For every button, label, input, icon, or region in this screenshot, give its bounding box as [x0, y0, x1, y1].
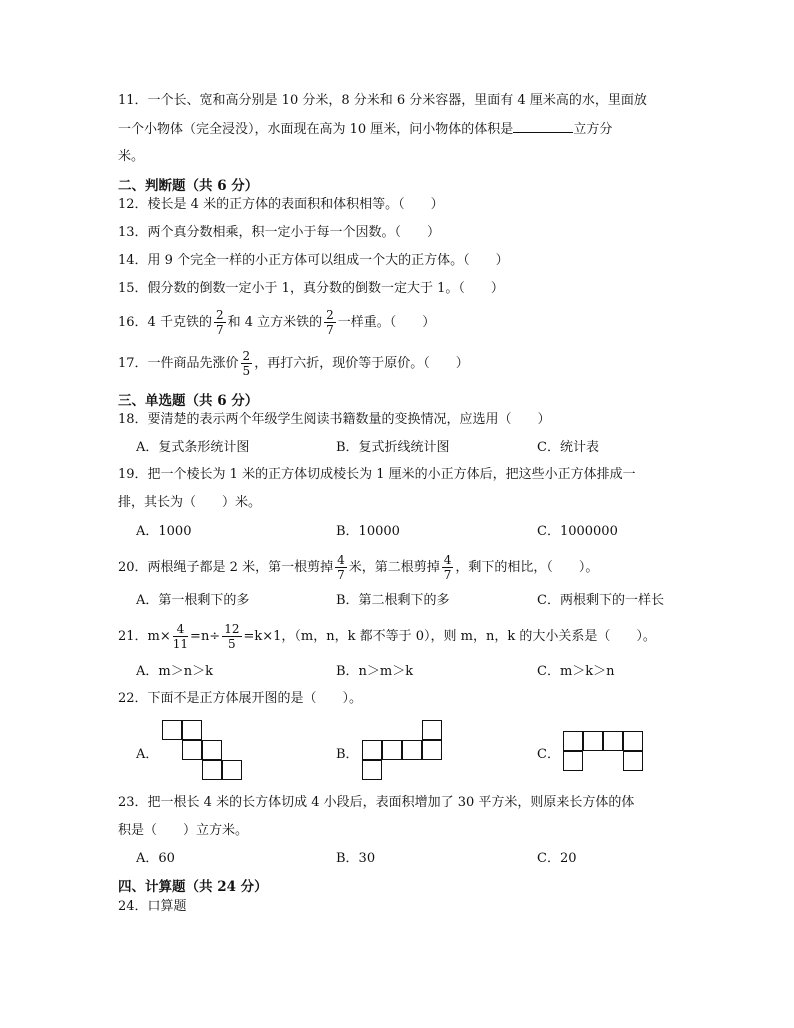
net-square — [222, 760, 242, 780]
fraction-numerator: 2 — [242, 349, 251, 363]
q22-option-b-label[interactable]: B． — [336, 747, 359, 762]
section-heading-judgement: 二、判断题（共 6 分） — [118, 178, 259, 194]
q19-option-a[interactable]: A．1000 — [136, 524, 192, 539]
q21-part2: =n÷ — [190, 629, 221, 644]
q16 — [118, 306, 435, 340]
q18-stem: 18．要清楚的表示两个年级学生阅读书籍数量的变换情况，应选用（ ） — [118, 412, 551, 427]
q17-part1: 17．一件商品先涨价 — [118, 356, 239, 371]
q17 — [118, 347, 469, 381]
q21-stem — [118, 620, 656, 654]
fraction-4-11 — [173, 622, 188, 651]
fraction-4-7-second — [442, 553, 454, 582]
q11-line3: 米。 — [118, 149, 145, 164]
q22-stem: 22．下面不是正方体展开图的是（ ）。 — [118, 691, 363, 706]
q11-line2 — [118, 120, 612, 139]
net-square — [623, 731, 643, 751]
q19-line2: 排，其长为（ ）米。 — [118, 495, 262, 510]
q18-option-a[interactable]: A．复式条形统计图 — [136, 440, 250, 455]
section-heading-calculation: 四、计算题（共 24 分） — [118, 879, 268, 895]
q20-stem — [118, 551, 598, 585]
q16-part2: 和 4 立方米铁的 — [227, 315, 323, 330]
net-square — [202, 760, 222, 780]
net-square — [402, 740, 422, 760]
answer-blank[interactable] — [513, 120, 573, 133]
q17-part2: ，再打六折，现价等于原价。（ ） — [254, 356, 469, 371]
fraction-numerator: 2 — [215, 308, 224, 322]
q20-part2: 米，第二根剪掉 — [348, 560, 440, 575]
q13: 13．两个真分数相乘，积一定小于每一个因数。（ ） — [118, 225, 441, 240]
q20-option-a[interactable]: A．第一根剩下的多 — [136, 593, 250, 608]
q14: 14．用 9 个完全一样的小正方体可以组成一个大的正方体。（ ） — [118, 253, 509, 268]
q21-option-a[interactable]: A．m＞n＞k — [136, 664, 213, 679]
q18-option-c[interactable]: C．统计表 — [537, 440, 599, 455]
q19-option-b[interactable]: B．10000 — [336, 524, 400, 539]
q20-part1: 20．两根绳子都是 2 米，第一根剪掉 — [118, 560, 334, 575]
q24: 24．口算题 — [118, 899, 187, 914]
q22-option-a-label[interactable]: A． — [136, 747, 159, 762]
q11-line1: 11．一个长、宽和高分别是 10 分米，8 分米和 6 分米容器，里面有 4 厘米高的水，里面放 — [118, 93, 647, 108]
fraction-denominator: 7 — [443, 568, 452, 582]
q23-line1: 23．把一根长 4 米的长方体切成 4 小段后，表面积增加了 30 平方米，则原来长方体的体 — [118, 795, 635, 810]
net-square — [583, 731, 603, 751]
net-square — [563, 731, 583, 751]
q16-part1: 16．4 千克铁的 — [118, 315, 212, 330]
section-heading-choice: 三、单选题（共 6 分） — [118, 393, 259, 409]
fraction-denominator: 5 — [242, 364, 251, 378]
net-square — [202, 740, 222, 760]
fraction-numerator: 4 — [173, 622, 188, 637]
net-square — [603, 731, 623, 751]
net-square — [422, 720, 442, 740]
q11-line2-unit: 立方分 — [573, 122, 613, 137]
q20-option-b[interactable]: B．第二根剩下的多 — [336, 593, 450, 608]
fraction-denominator: 7 — [337, 568, 345, 582]
fraction-denominator: 5 — [228, 637, 236, 651]
fraction-4-7 — [335, 553, 347, 582]
net-square — [162, 720, 182, 740]
q20-part3: ，剩下的相比，（ ）。 — [455, 560, 599, 575]
q11-line2-text: 一个小物体（完全浸没），水面现在高为 10 厘米，问小物体的体积是 — [118, 122, 514, 137]
q20-option-c[interactable]: C．两根剩下的一样长 — [537, 593, 664, 608]
q22-option-c-label[interactable]: C． — [537, 747, 560, 762]
q12: 12．棱长是 4 米的正方体的表面积和体积相等。（ ） — [118, 197, 444, 212]
net-square — [563, 751, 583, 771]
net-square — [182, 740, 202, 760]
fraction-denominator: 7 — [326, 323, 334, 337]
q23-option-b[interactable]: B．30 — [336, 851, 376, 866]
q23-option-c[interactable]: C．20 — [537, 851, 577, 866]
q16-part3: 一样重。（ ） — [337, 315, 436, 330]
net-square — [362, 760, 382, 780]
q19-line1: 19．把一个棱长为 1 米的正方体切成棱长为 1 厘米的小正方体后，把这些小正方体排成一 — [118, 467, 636, 482]
net-square — [362, 740, 382, 760]
net-square — [623, 751, 643, 771]
q23-option-a[interactable]: A．60 — [136, 851, 175, 866]
fraction-denominator: 7 — [215, 323, 224, 337]
fraction-denominator: 11 — [172, 637, 189, 651]
net-square — [382, 740, 402, 760]
fraction-numerator: 4 — [443, 553, 452, 567]
fraction-2-7-second — [324, 308, 336, 337]
fraction-12-5 — [222, 622, 241, 651]
q23-line2: 积是（ ）立方米。 — [118, 823, 249, 838]
fraction-numerator: 2 — [326, 308, 334, 322]
fraction-2-5 — [241, 349, 253, 378]
q18-option-b[interactable]: B．复式折线统计图 — [336, 440, 450, 455]
q19-option-c[interactable]: C．1000000 — [537, 524, 618, 539]
q15: 15．假分数的倒数一定小于 1，真分数的倒数一定大于 1。（ ） — [118, 281, 504, 296]
fraction-numerator: 12 — [224, 622, 240, 636]
fraction-numerator: 4 — [337, 553, 345, 567]
net-square — [182, 720, 202, 740]
q21-part3: =k×1，（m，n，k 都不等于 0），则 m，n，k 的大小关系是（ ）。 — [243, 629, 656, 644]
fraction-2-7 — [214, 308, 226, 337]
q21-option-b[interactable]: B．n＞m＞k — [336, 664, 414, 679]
net-square — [422, 740, 442, 760]
q21-part1: 21．m× — [118, 629, 171, 644]
q21-option-c[interactable]: C．m＞k＞n — [537, 664, 615, 679]
